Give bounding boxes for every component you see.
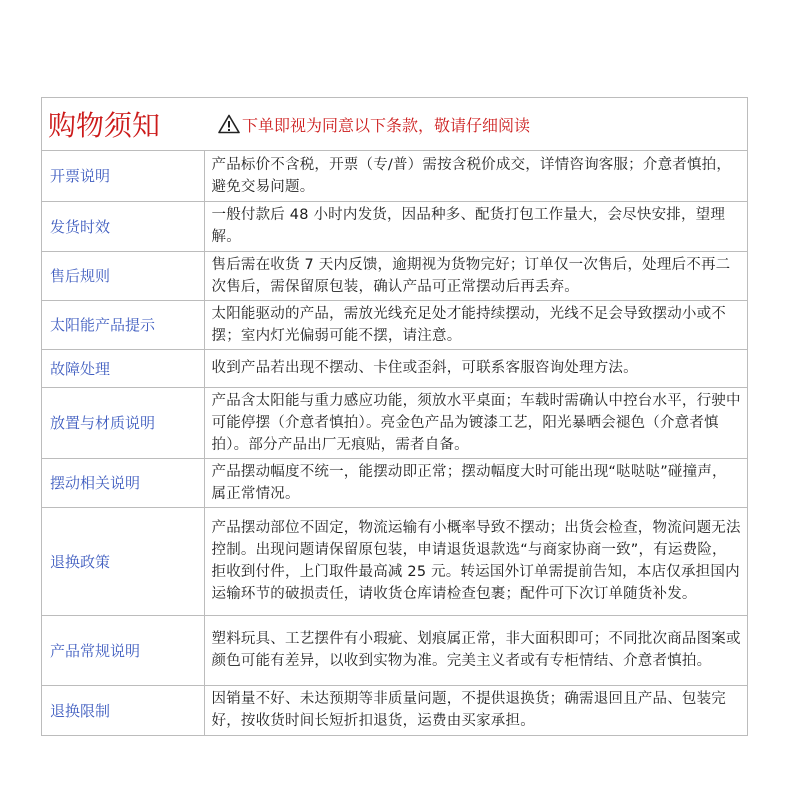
notice-header — [42, 98, 747, 151]
row-text: 因销量不好、未达预期等非质量问题，不提供退换货；确需退回且产品、包装完好，按收货时间长短折扣退货，运费由买家承担。 — [204, 685, 747, 735]
table-row — [42, 349, 747, 387]
table-row — [42, 300, 747, 349]
row-text: 收到产品若出现不摆动、卡住或歪斜，可联系客服咨询处理方法。 — [204, 349, 747, 387]
table-row — [42, 615, 747, 685]
table-row — [42, 251, 747, 300]
row-label: 开票说明 — [42, 151, 204, 201]
terms-table — [42, 151, 747, 735]
row-text: 产品摆动部位不固定，物流运输有小概率导致不摆动；出货会检查，物流问题无法控制。出现问题请保留原包装，申请退货退款选“与商家协商一致”，有运费险，拒收到付件，上门取件最高减 25 元。转运国外订单需提前告知，本店仅承担国内运输环节的破损责任，请收货仓库请检查包裹；配件可下次订单随货补发。 — [204, 507, 747, 615]
row-text: 产品含太阳能与重力感应功能，须放水平桌面；车载时需确认中控台水平，行驶中可能停摆（介意者慎拍）。亮金色产品为镀漆工艺，阳光暴晒会褪色（介意者慎拍）。部分产品出厂无痕贴，需者自备。 — [204, 387, 747, 458]
row-label: 故障处理 — [42, 349, 204, 387]
table-row — [42, 151, 747, 201]
row-label: 发货时效 — [42, 201, 204, 251]
row-label: 退换限制 — [42, 685, 204, 735]
row-text: 产品摆动幅度不统一，能摆动即正常；摆动幅度大时可能出现“哒哒哒”碰撞声，属正常情况。 — [204, 458, 747, 507]
notice-text: 下单即视为同意以下条款，敬请仔细阅读 — [242, 115, 531, 135]
page-title: 购物须知 — [48, 109, 161, 142]
shopping-notice-sheet — [41, 97, 748, 736]
table-row — [42, 458, 747, 507]
row-text: 太阳能驱动的产品，需放光线充足处才能持续摆动，光线不足会导致摆动小或不摆；室内灯光偏弱可能不摆，请注意。 — [204, 300, 747, 349]
row-label: 太阳能产品提示 — [42, 300, 204, 349]
table-row — [42, 201, 747, 251]
row-label: 放置与材质说明 — [42, 387, 204, 458]
warning-triangle-icon — [218, 114, 240, 134]
table-row — [42, 685, 747, 735]
row-label: 产品常规说明 — [42, 615, 204, 685]
row-text: 塑料玩具、工艺摆件有小瑕疵、划痕属正常，非大面积即可；不同批次商品图案或颜色可能有差异，以收到实物为准。完美主义者或有专柜情结、介意者慎拍。 — [204, 615, 747, 685]
row-label: 退换政策 — [42, 507, 204, 615]
row-label: 摆动相关说明 — [42, 458, 204, 507]
row-text: 一般付款后 48 小时内发货，因品种多、配货打包工作量大，会尽快安排，望理解。 — [204, 201, 747, 251]
table-row — [42, 387, 747, 458]
row-text: 售后需在收货 7 天内反馈，逾期视为货物完好；订单仅一次售后，处理后不再二次售后，需保留原包装，确认产品可正常摆动后再丢弃。 — [204, 251, 747, 300]
row-text: 产品标价不含税，开票（专/普）需按含税价成交，详情咨询客服；介意者慎拍，避免交易问题。 — [211, 156, 732, 195]
table-row — [42, 507, 747, 615]
row-label: 售后规则 — [42, 251, 204, 300]
